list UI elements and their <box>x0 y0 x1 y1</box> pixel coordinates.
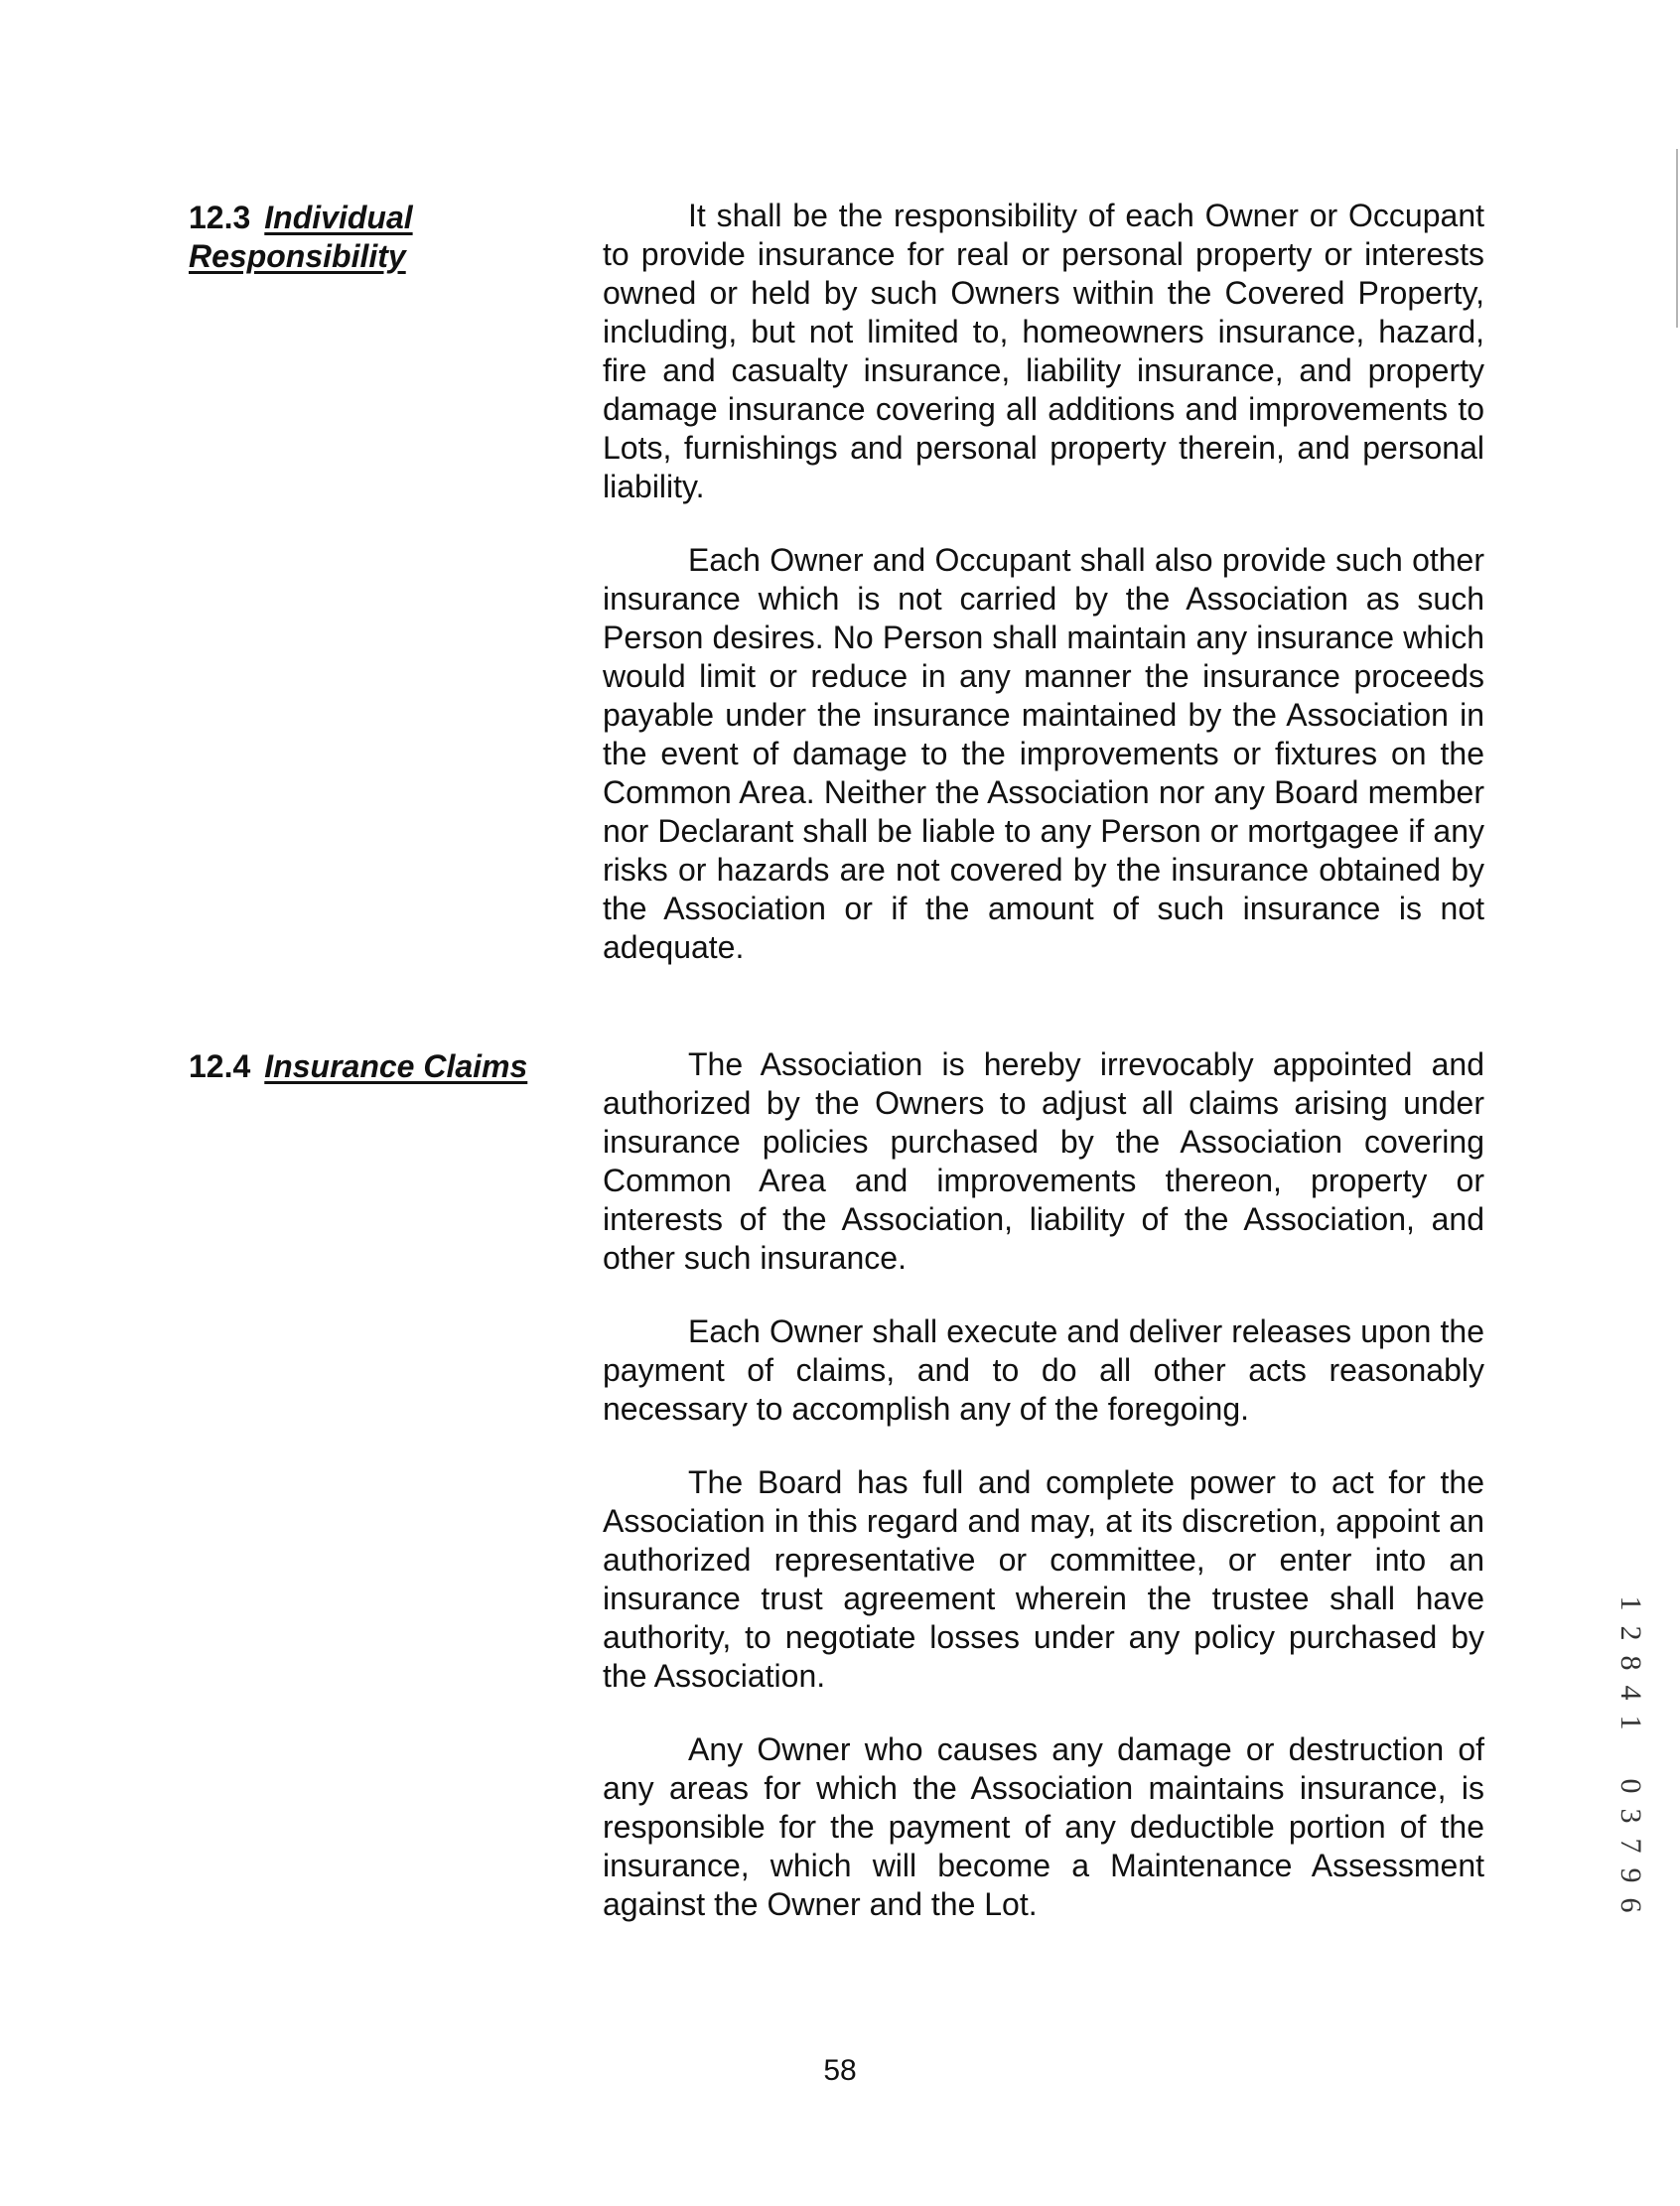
section-title: Insurance Claims <box>264 1048 528 1084</box>
stamp-digit: 8 <box>1614 1655 1647 1671</box>
section-number: 12.4 <box>189 1048 251 1084</box>
stamp-digit: 2 <box>1614 1625 1647 1641</box>
paragraph: The Association is hereby irrevocably appointed and authorized by the Owners to adjust all claims arising under insurance policies purchased by the Association covering Common Area and improvements thereon, property or interests of the Association, liability of the Association, and other such insurance. <box>603 1046 1484 1276</box>
stamp-digit: 6 <box>1614 1897 1647 1913</box>
section-title-line1: Individual <box>264 200 413 235</box>
stamp-digit: 1 <box>1614 1595 1647 1611</box>
stamp-digit: 1 <box>1614 1715 1647 1730</box>
section-heading <box>189 1047 576 1086</box>
stamp-digit: 4 <box>1614 1685 1647 1701</box>
stamp-digit: 7 <box>1614 1838 1647 1854</box>
section-body <box>603 197 1484 1002</box>
scan-edge-mark <box>1676 149 1678 328</box>
paragraph: The Board has full and complete power to act for the Association in this regard and may, at its discretion, appoint an authorized representative or committee, or enter into an insurance trust agreement wherein the trustee shall have authority, to negotiate losses under any policy purchased by the Association. <box>603 1464 1484 1694</box>
stamp-digit: 3 <box>1614 1808 1647 1824</box>
section-heading <box>189 199 576 276</box>
section-number: 12.3 <box>189 200 251 235</box>
paragraph: Each Owner and Occupant shall also provide such other insurance which is not carried by the Association as such Person desires. No Person shall maintain any insurance which would limit or reduce in any manner the insurance proceeds payable under the insurance maintained by the Association in the event of damage to the improvements or fixtures on the Common Area. Neither the Association nor any Board member nor Declarant shall be liable to any Person or mortgagee if any risks or hazards are not covered by the insurance obtained by the Association or if the amount of such insurance is not adequate. <box>603 542 1484 965</box>
recording-stamp <box>1610 1588 1650 1920</box>
paragraph: Any Owner who causes any damage or destruction of any areas for which the Association maintains insurance, is responsible for the payment of any deductible portion of the insurance, which will become a Maintenance Assessment against the Owner and the Lot. <box>603 1731 1484 1922</box>
paragraph: Each Owner shall execute and deliver releases upon the payment of claims, and to do all other acts reasonably necessary to accomplish any of the foregoing. <box>603 1313 1484 1427</box>
page-number: 58 <box>823 2054 857 2087</box>
stamp-digit: 0 <box>1614 1778 1647 1794</box>
section-body <box>603 1045 1484 1959</box>
section-title-line2: Responsibility <box>189 238 406 274</box>
stamp-digit: 9 <box>1614 1867 1647 1883</box>
paragraph: It shall be the responsibility of each Owner or Occupant to provide insurance for real or personal property or interests owned or held by such Owners within the Covered Property, including, but not limited to, homeowners insurance, hazard, fire and casualty insurance, liability insurance, and property damage insurance covering all additions and improvements to Lots, furnishings and personal property therein, and personal liability. <box>603 198 1484 504</box>
